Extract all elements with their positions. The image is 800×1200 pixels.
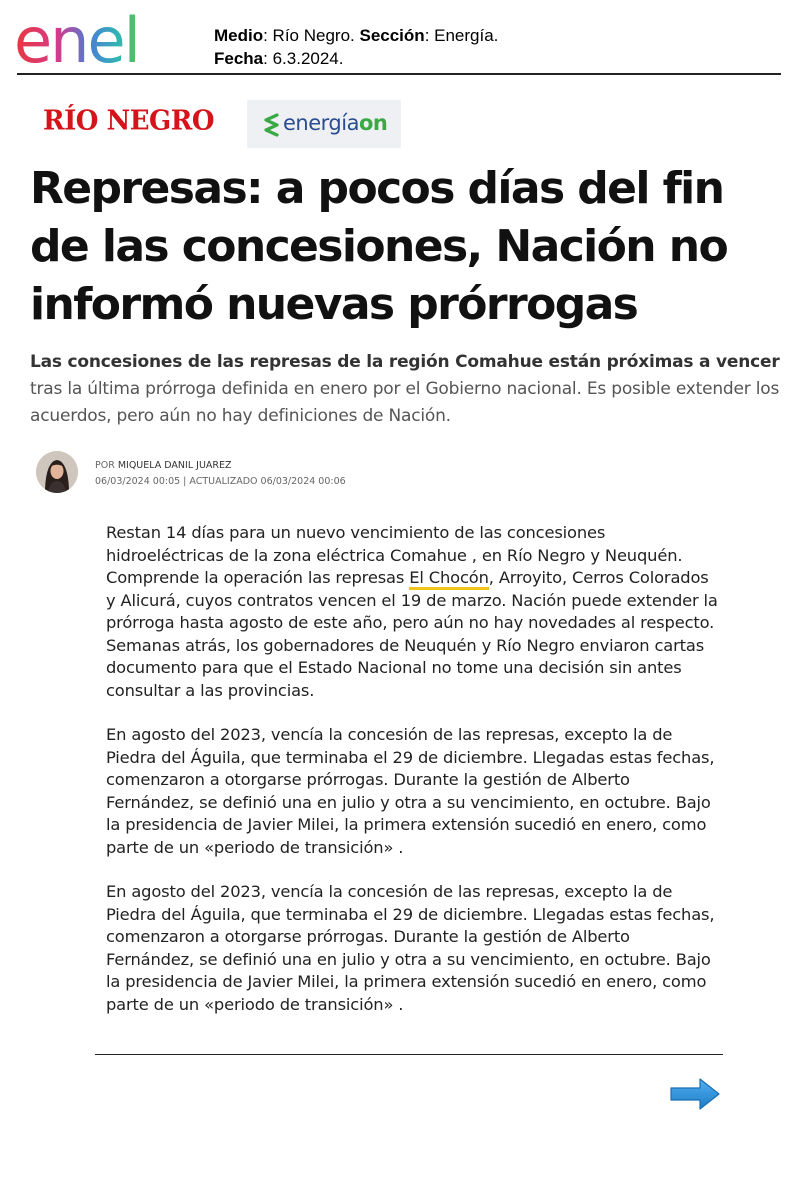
lead-rest: tras la última prórroga definida en enero por el Gobierno nacional. Es posible extender los acuerdos, pero aún no hay definiciones de Nación. <box>30 379 780 426</box>
article-lead <box>30 349 780 430</box>
medio-label: Medio <box>214 26 264 45</box>
energiaon-mark-icon <box>263 112 281 138</box>
byline-prefix: POR <box>95 460 118 471</box>
energiaon-text-b: on <box>358 111 388 135</box>
p1-text-b: , Arroyito, Cerros Colorados y Alicurá, cuyos contratos vencen el 19 de marzo. Nación puede extender la prórroga hasta agosto de este año, pero aún no hay novedades al respecto. Semanas atrás, los gobernadores de Neuquén y Río Negro enviaron cartas documento para que el Estado Nacional no tome una decisión sin antes consultar a las provincias. <box>106 568 718 700</box>
lead-strong: Las concesiones de las represas de la región Comahue están próximas a vencer <box>30 352 780 372</box>
footer-divider <box>95 1054 723 1055</box>
energiaon-text-a: energía <box>283 111 359 135</box>
clipping-header <box>0 0 800 80</box>
paragraph-3: En agosto del 2023, vencía la concesión de las represas, excepto la de Piedra del Águila, que terminaba el 29 de diciembre. Llegadas estas fechas, comenzaron a otorgarse prórrogas. Durante la gestión de Alberto Fernández, se definió una en julio y otra a su vencimiento, en octubre. Bajo la presidencia de Javier Milei, la primera extensión sucedió en enero, como parte de un «periodo de transición» . <box>106 882 715 1014</box>
article-byline <box>95 458 346 490</box>
paragraph-1 <box>106 522 721 702</box>
energiaon-logo <box>247 100 401 148</box>
author-photo <box>36 451 78 493</box>
el-chocon-link[interactable]: El Chocón <box>409 568 489 590</box>
paragraph-2: En agosto del 2023, vencía la concesión de las represas, excepto la de Piedra del Águila, que terminaba el 29 de diciembre. Llegadas estas fechas, comenzaron a otorgarse prórrogas. Durante la gestión de Alberto Fernández, se definió una en julio y otra a su vencimiento, en octubre. Bajo la presidencia de Javier Milei, la primera extensión sucedió en enero, como parte de un «periodo de transición» . <box>106 725 715 857</box>
author-name[interactable]: MIQUELA DANIL JUAREZ <box>117 460 232 471</box>
author-avatar <box>36 451 78 493</box>
arrow-right-icon[interactable] <box>668 1076 722 1112</box>
medio-value: : Río Negro. <box>263 26 360 45</box>
seccion-value: : Energía. <box>424 26 499 45</box>
article-headline: Represas: a pocos días del fin de las concesiones, Nación no informó nuevas prórrogas <box>30 163 728 330</box>
header-divider <box>17 73 781 75</box>
svg-text:enel: enel <box>14 4 139 70</box>
fecha-label: Fecha <box>214 49 264 68</box>
clipping-meta <box>214 24 498 70</box>
seccion-label: Sección <box>359 26 425 45</box>
publish-dates: 06/03/2024 00:05 | ACTUALIZADO 06/03/2024 00:06 <box>95 476 346 487</box>
rio-negro-logo: RÍO NEGRO <box>43 105 215 137</box>
p1-text-a: Restan 14 días para un nuevo vencimiento de las concesiones hidroeléctricas de la zona eléctrica Comahue , en Río Negro y Neuquén. Comprende la operación las represas <box>106 523 683 587</box>
article-body <box>106 522 721 1038</box>
fecha-value: : 6.3.2024. <box>263 49 344 68</box>
enel-logo <box>14 4 189 70</box>
